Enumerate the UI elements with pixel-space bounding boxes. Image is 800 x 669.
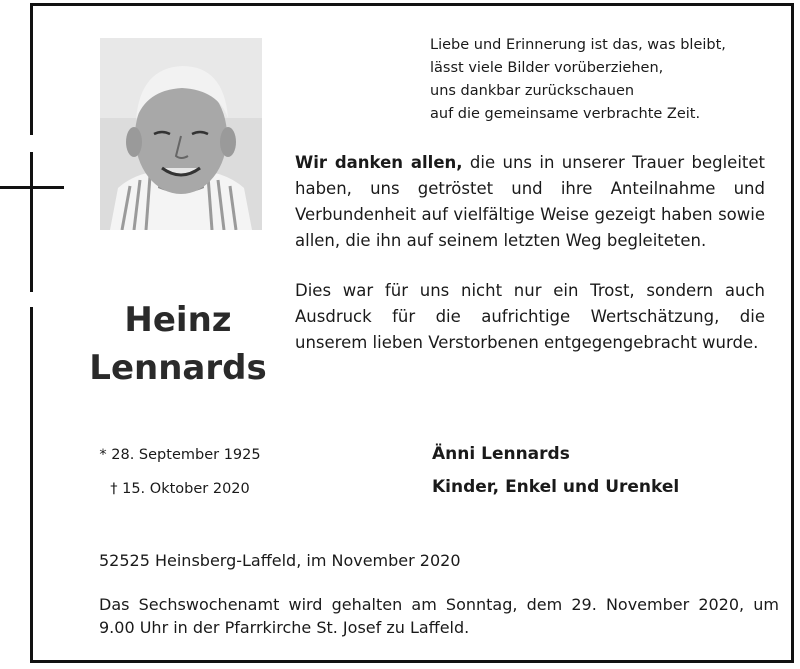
thanks-paragraph-2: Dies war für uns nicht nur ein Trost, sondern auch Ausdruck für die aufrichtige Wertschätzung, die unserem lieben Verstorbenen entgegengebracht wurde.: [295, 281, 765, 352]
cross-horizontal-bar: [0, 186, 64, 189]
cross-vertical-bar: [30, 152, 33, 292]
first-name: Heinz: [124, 300, 232, 340]
thanks-text: [295, 150, 765, 380]
poem-line: uns dankbar zurückschauen: [430, 83, 635, 99]
place-date: 52525 Heinsberg-Laffeld, im November 2020: [99, 551, 461, 570]
birth-date: * 28. September 1925: [99, 447, 261, 463]
service-announcement: Das Sechswochenamt wird gehalten am Sonntag, dem 29. November 2020, um 9.00 Uhr in der Pfarrkirche St. Josef zu Laffeld.: [99, 595, 779, 637]
poem: [430, 34, 770, 126]
mourner-line: Kinder, Enkel und Urenkel: [432, 477, 680, 497]
portrait-photo: [100, 38, 262, 230]
last-name: Lennards: [89, 348, 267, 388]
poem-line: lässt viele Bilder vorüberziehen,: [430, 60, 664, 76]
mourner-line: Änni Lennards: [432, 444, 570, 464]
poem-line: auf die gemeinsame verbrachte Zeit.: [430, 106, 701, 122]
mourners: [432, 438, 772, 504]
thanks-paragraph: [295, 150, 765, 254]
poem-line: Liebe und Erinnerung ist das, was bleibt,: [430, 37, 726, 53]
life-dates: [80, 438, 280, 506]
death-date: † 15. Oktober 2020: [110, 481, 250, 497]
thanks-body: die uns in unserer Trauer begleitet haben, uns getröstet und ihre Anteilnahme und Verbundenheit auf vielfältige Weise gezeigt haben sowie allen, die ihn auf seinem letzten Weg begleiteten.: [295, 153, 765, 250]
deceased-name: [80, 296, 276, 392]
thanks-lead: Wir danken allen,: [295, 153, 463, 172]
